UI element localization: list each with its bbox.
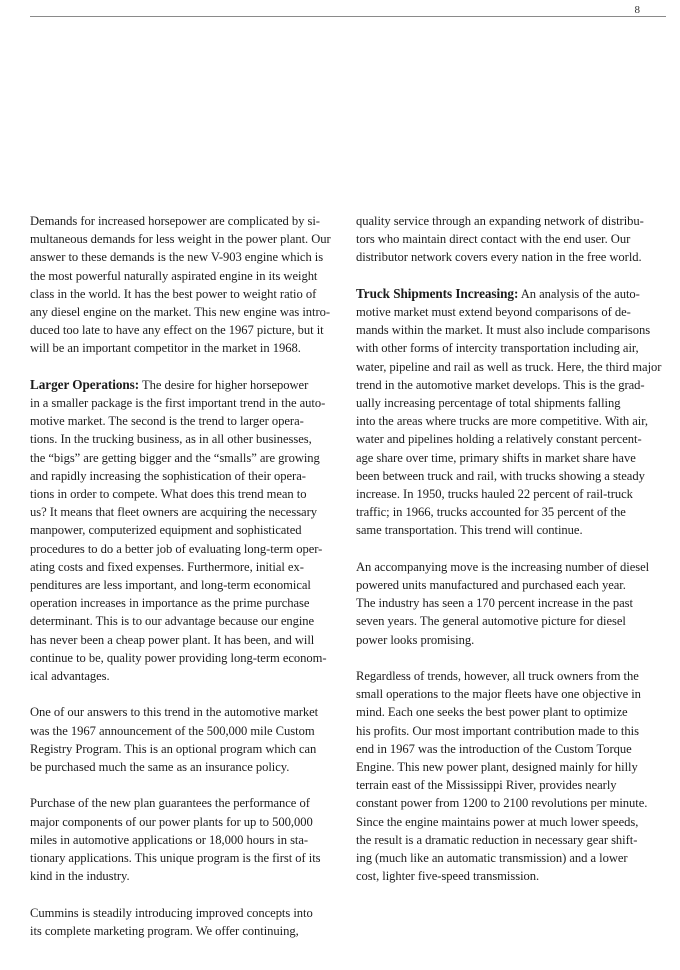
line-text: mands within the market. It must also include comparisons xyxy=(356,323,651,338)
line-text: water, pipeline and rail as well as truck. Here, the third major xyxy=(356,359,662,374)
line-text: will be an important competitor in the market in 1968. xyxy=(30,341,301,356)
text-line xyxy=(356,376,668,394)
line-text: was the 1967 announcement of the 500,000 mile Custom xyxy=(30,723,315,738)
line-text: mind. Each one seeks the best power plant to optimize xyxy=(356,705,628,720)
text-line xyxy=(30,394,342,412)
text-line xyxy=(356,794,668,812)
text-line xyxy=(356,339,668,357)
text-line xyxy=(30,321,342,339)
paragraph-gap xyxy=(356,540,668,558)
line-text: duced too late to have any effect on the 1967 picture, but it xyxy=(30,323,324,338)
text-line xyxy=(30,594,342,612)
text-line xyxy=(356,449,668,467)
line-text: operation increases in importance as the prime purchase xyxy=(30,596,310,611)
text-line xyxy=(30,922,342,940)
text-line xyxy=(30,467,342,485)
text-line xyxy=(30,248,342,266)
text-line xyxy=(30,667,342,685)
text-line xyxy=(356,212,668,230)
line-text: continue to be, quality power providing long-term econom- xyxy=(30,650,327,665)
line-text: ually increasing percentage of total shipments falling xyxy=(356,396,621,411)
text-line xyxy=(30,412,342,430)
text-line xyxy=(356,703,668,721)
line-text: its complete marketing program. We offer continuing, xyxy=(30,923,299,938)
text-line xyxy=(356,230,668,248)
text-line xyxy=(30,576,342,594)
paragraph-gap xyxy=(30,776,342,794)
text-line xyxy=(30,867,342,885)
text-line xyxy=(356,248,668,266)
line-text: tions in order to compete. What does this trend mean to xyxy=(30,487,307,502)
text-line xyxy=(30,904,342,922)
line-text: end in 1967 was the introduction of the Custom Torque xyxy=(356,741,632,756)
line-text: An accompanying move is the increasing number of diesel xyxy=(356,559,650,574)
text-line xyxy=(30,485,342,503)
text-line xyxy=(356,813,668,831)
line-text: tors who maintain direct contact with the end user. Our xyxy=(356,232,631,247)
line-text: manpower, computerized equipment and sophisticated xyxy=(30,523,302,538)
line-text: been between truck and rail, with trucks showing a steady xyxy=(356,468,645,483)
text-line xyxy=(356,576,668,594)
text-line xyxy=(356,285,668,303)
text-line xyxy=(356,740,668,758)
line-text: kind in the industry. xyxy=(30,869,130,884)
paragraph-gap xyxy=(30,358,342,376)
text-line xyxy=(30,740,342,758)
text-line xyxy=(30,285,342,303)
line-text: penditures are less important, and long-term economical xyxy=(30,578,311,593)
text-line xyxy=(30,612,342,630)
text-line xyxy=(356,722,668,740)
line-text: An analysis of the auto- xyxy=(518,286,640,301)
text-line xyxy=(30,376,342,394)
line-text: distributor network covers every nation in the free world. xyxy=(356,250,642,265)
line-text: us? It means that fleet owners are acquiring the necessary xyxy=(30,505,317,520)
line-text: seven years. The general automotive picture for diesel xyxy=(356,614,626,629)
text-line xyxy=(30,631,342,649)
text-line xyxy=(356,521,668,539)
text-line xyxy=(356,485,668,503)
text-line xyxy=(30,794,342,812)
line-text: cost, lighter five-speed transmission. xyxy=(356,869,540,884)
text-line xyxy=(356,412,668,430)
section-heading: Truck Shipments Increasing: xyxy=(356,285,519,301)
paragraph-gap xyxy=(30,885,342,903)
line-text: Regardless of trends, however, all truck owners from the xyxy=(356,669,639,684)
line-text: powered units manufactured and purchased each year. xyxy=(356,578,626,593)
text-line xyxy=(356,467,668,485)
line-text: The desire for higher horsepower xyxy=(139,377,309,392)
line-text: traffic; in 1966, trucks accounted for 35 percent of the xyxy=(356,505,626,520)
line-text: terrain east of the Mississippi River, provides nearly xyxy=(356,778,617,793)
text-line xyxy=(30,649,342,667)
text-line xyxy=(356,594,668,612)
line-text: be purchased much the same as an insurance policy. xyxy=(30,760,290,775)
line-text: motive market. The second is the trend to larger opera- xyxy=(30,414,304,429)
text-line xyxy=(356,303,668,321)
text-line xyxy=(30,430,342,448)
line-text: determinant. This is to our advantage because our engine xyxy=(30,614,315,629)
text-line xyxy=(356,776,668,794)
text-line xyxy=(30,303,342,321)
line-text: small operations to the major fleets have one objective in xyxy=(356,687,641,702)
text-line xyxy=(30,558,342,576)
paragraph-gap xyxy=(30,685,342,703)
line-text: answer to these demands is the new V-903 engine which is xyxy=(30,250,324,265)
line-text: class in the world. It has the best power to weight ratio of xyxy=(30,286,317,301)
line-text: the most powerful naturally aspirated engine in its weight xyxy=(30,268,318,283)
line-text: tionary applications. This unique program is the first of its xyxy=(30,851,321,866)
text-line xyxy=(356,430,668,448)
text-line xyxy=(356,321,668,339)
line-text: motive market must extend beyond comparisons of de- xyxy=(356,305,631,319)
text-line xyxy=(356,358,668,376)
line-text: with other forms of intercity transportation including air, xyxy=(356,341,639,356)
text-line xyxy=(356,558,668,576)
line-text: power looks promising. xyxy=(356,632,475,647)
text-line xyxy=(356,758,668,776)
line-text: ing (much like an automatic transmission) and a lower xyxy=(356,851,628,866)
line-text: miles in automotive applications or 18,000 hours in sta- xyxy=(30,832,309,847)
line-text: Registry Program. This is an optional program which can xyxy=(30,741,317,756)
line-text: in a smaller package is the first important trend in the auto- xyxy=(30,396,326,411)
line-text: Engine. This new power plant, designed mainly for hilly xyxy=(356,760,638,775)
line-text: and rapidly increasing the sophistication of their opera- xyxy=(30,468,306,483)
line-text: any diesel engine on the market. This new engine was intro- xyxy=(30,305,331,320)
line-text: water and pipelines holding a relatively constant percent- xyxy=(356,432,642,447)
left-column xyxy=(30,212,342,940)
line-text: The industry has seen a 170 percent increase in the past xyxy=(356,596,633,611)
line-text: the “bigs” are getting bigger and the “smalls” are growing xyxy=(30,450,320,465)
text-line xyxy=(356,849,668,867)
line-text: tions. In the trucking business, as in all other businesses, xyxy=(30,432,312,447)
text-line xyxy=(30,267,342,285)
line-text: Since the engine maintains power at much lower speeds, xyxy=(356,814,639,829)
line-text: increase. In 1950, trucks hauled 22 percent of rail-truck xyxy=(356,487,633,502)
text-line xyxy=(30,758,342,776)
text-line xyxy=(30,339,342,357)
text-line xyxy=(30,849,342,867)
text-line xyxy=(30,703,342,721)
line-text: Demands for increased horsepower are complicated by si- xyxy=(30,214,320,228)
text-line xyxy=(356,394,668,412)
text-line xyxy=(356,831,668,849)
line-text: constant power from 1200 to 2100 revolutions per minute. xyxy=(356,796,648,811)
text-line xyxy=(30,521,342,539)
right-column xyxy=(356,212,668,885)
text-line xyxy=(30,230,342,248)
text-line xyxy=(30,831,342,849)
text-line xyxy=(30,722,342,740)
page-number: 8 xyxy=(634,4,640,16)
text-line xyxy=(30,503,342,521)
text-line xyxy=(356,631,668,649)
paragraph-gap xyxy=(356,267,668,285)
text-line xyxy=(356,503,668,521)
line-text: into the areas where trucks are more competitive. With air, xyxy=(356,414,648,429)
line-text: the result is a dramatic reduction in necessary gear shift- xyxy=(356,832,638,847)
text-line xyxy=(356,867,668,885)
text-line xyxy=(356,685,668,703)
text-line xyxy=(30,540,342,558)
text-line xyxy=(356,612,668,630)
line-text: age share over time, primary shifts in market share have xyxy=(356,450,636,465)
line-text: One of our answers to this trend in the automotive market xyxy=(30,705,319,720)
line-text: has never been a cheap power plant. It has been, and will xyxy=(30,632,315,647)
line-text: same transportation. This trend will continue. xyxy=(356,523,583,538)
text-line xyxy=(30,813,342,831)
paragraph-gap xyxy=(356,649,668,667)
section-heading: Larger Operations: xyxy=(30,376,140,392)
text-line xyxy=(30,449,342,467)
line-text: major components of our power plants for up to 500,000 xyxy=(30,814,313,829)
text-line xyxy=(30,212,342,230)
line-text: ical advantages. xyxy=(30,669,110,684)
line-text: his profits. Our most important contribution made to this xyxy=(356,723,639,738)
line-text: Purchase of the new plan guarantees the performance of xyxy=(30,796,310,811)
line-text: trend in the automotive market develops. This is the grad- xyxy=(356,377,645,392)
line-text: multaneous demands for less weight in the power plant. Our xyxy=(30,232,331,247)
text-line xyxy=(356,667,668,685)
header-rule xyxy=(30,16,666,17)
line-text: Cummins is steadily introducing improved concepts into xyxy=(30,905,313,920)
line-text: procedures to do a better job of evaluating long-term oper- xyxy=(30,541,323,556)
line-text: quality service through an expanding network of distribu- xyxy=(356,214,644,228)
line-text: ating costs and fixed expenses. Furthermore, initial ex- xyxy=(30,559,304,574)
